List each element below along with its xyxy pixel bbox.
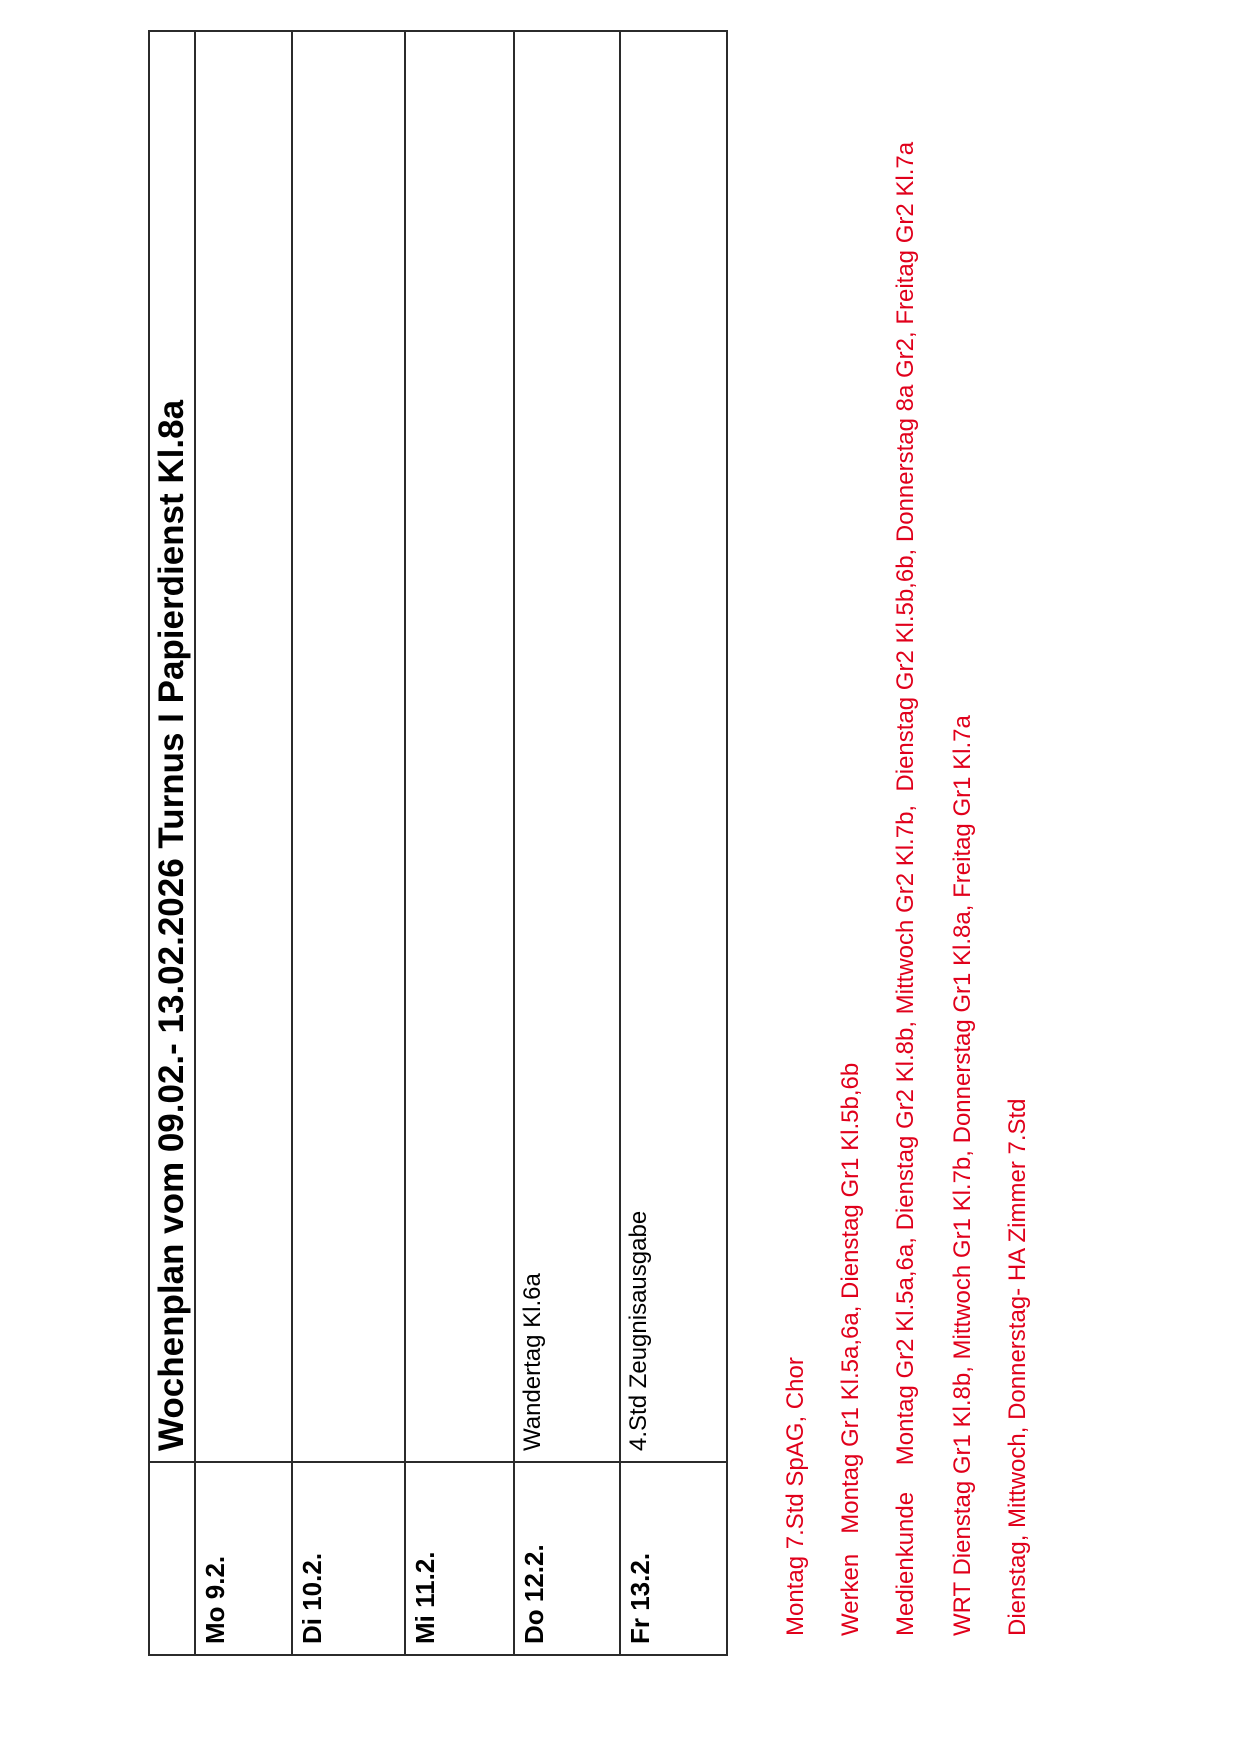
note-line: WRT Dienstag Gr1 Kl.8b, Mittwoch Gr1 Kl.7b, Donnerstag Gr1 Kl.8a, Freitag Gr1 Kl.7a: [949, 715, 976, 1636]
page-title: Wochenplan vom 09.02.- 13.02.2026 Turnus I Papierdienst Kl.8a: [149, 31, 195, 1462]
day-label: Mi 11.2.: [405, 1462, 514, 1655]
day-entry: Wandertag Kl.6a: [514, 31, 620, 1462]
day-label: Mo 9.2.: [195, 1462, 292, 1655]
table-row: [620, 31, 727, 1655]
note-line: Dienstag, Mittwoch, Donnerstag- HA Zimmer 7.Std: [1004, 1098, 1031, 1636]
day-entry: [405, 31, 514, 1462]
notes-section: [778, 16, 1055, 1636]
day-entry: [195, 31, 292, 1462]
day-label: Di 10.2.: [292, 1462, 405, 1655]
note-line: Montag 7.Std SpAG, Chor: [782, 1357, 809, 1636]
table-row: [405, 31, 514, 1655]
table-row: [514, 31, 620, 1655]
note-line: Werken Montag Gr1 Kl.5a,6a, Dienstag Gr1 Kl.5b,6b: [837, 1062, 864, 1636]
note-line: Medienkunde Montag Gr2 Kl.5a,6a, Dienstag Gr2 Kl.8b, Mittwoch Gr2 Kl.7b, Dienstag Gr2 Kl.5b,6b, Donnerstag 8a Gr2, Freitag Gr2 Kl.7a: [892, 141, 919, 1636]
week-plan-table: [148, 30, 728, 1656]
table-header-row: [149, 31, 195, 1655]
day-label: Do 12.2.: [514, 1462, 620, 1655]
day-label: Fr 13.2.: [620, 1462, 727, 1655]
table-row: [195, 31, 292, 1655]
table-row: [292, 31, 405, 1655]
day-entry: 4.Std Zeugnisausgabe: [620, 31, 727, 1462]
day-entry: [292, 31, 405, 1462]
header-empty-cell: [149, 1462, 195, 1655]
